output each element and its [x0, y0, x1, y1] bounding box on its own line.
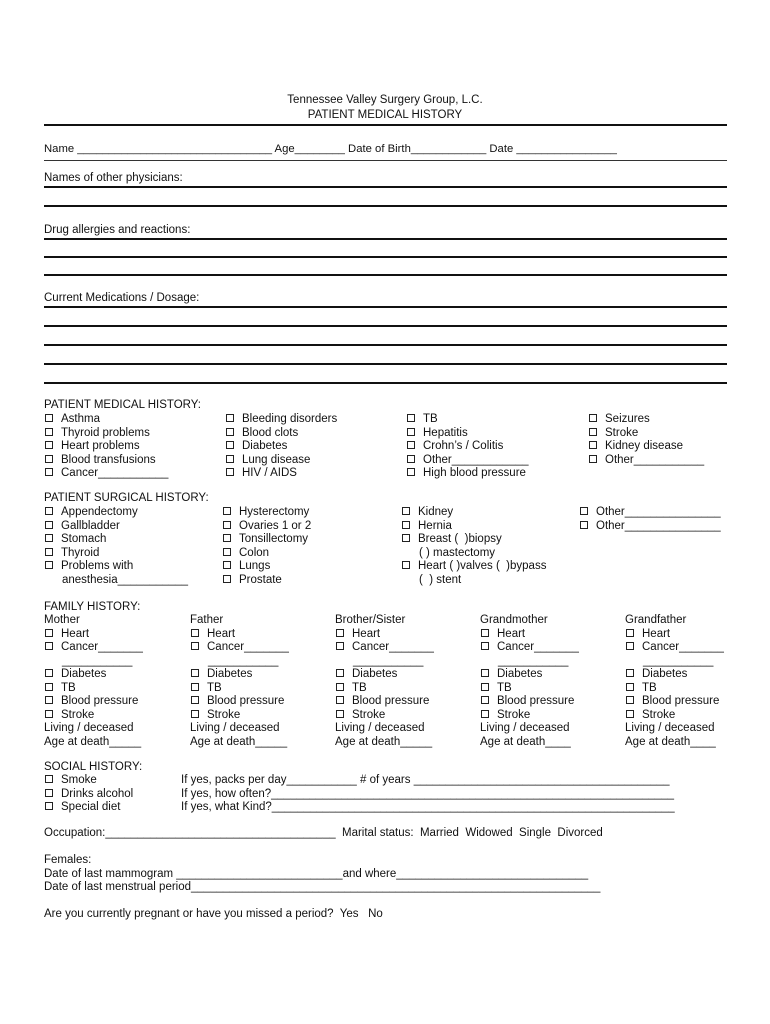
checkbox-item[interactable]: Other____________	[406, 454, 529, 468]
checkbox-item[interactable]: Problems with	[44, 560, 188, 574]
divider	[44, 124, 727, 126]
divider	[44, 160, 727, 161]
menstrual-line[interactable]: Date of last menstrual period________________________________________________________________	[44, 881, 601, 893]
family-member-column	[190, 614, 289, 749]
checkbox-item[interactable]: Lung disease	[225, 454, 337, 468]
item-continuation: anesthesia___________	[62, 573, 188, 586]
drug-allergies-label: Drug allergies and reactions:	[44, 224, 191, 236]
checkbox-item[interactable]: Heart problems	[44, 440, 168, 454]
checkbox-item[interactable]: TB	[335, 682, 434, 696]
checkbox-item[interactable]: Cancer_______	[625, 641, 724, 655]
checkbox-item[interactable]: Kidney	[401, 506, 546, 520]
checkbox-item[interactable]: Ovaries 1 or 2	[222, 520, 311, 534]
occupation-line[interactable]: Occupation:____________________________________ Marital status: Married Widowed Single Divorced	[44, 827, 603, 839]
checkbox-item[interactable]: Blood clots	[225, 427, 337, 441]
checkbox-item[interactable]: Stomach	[44, 533, 188, 547]
checkbox-item[interactable]: Diabetes	[335, 668, 434, 682]
checkbox-item[interactable]: Stroke	[480, 709, 579, 723]
checkbox-item[interactable]: Appendectomy	[44, 506, 188, 520]
checkbox-item[interactable]: Lungs	[222, 560, 311, 574]
family-member-name: Grandfather	[625, 614, 687, 626]
checkbox-item[interactable]: Kidney disease	[588, 440, 704, 454]
mammogram-line[interactable]: Date of last mammogram __________________________and where______________________________	[44, 868, 589, 880]
checkbox-item[interactable]: Cancer_______	[44, 641, 143, 655]
followup-line[interactable]: If yes, how often?_______________________________________________________________	[181, 787, 675, 800]
checkbox-item[interactable]: Diabetes	[225, 440, 337, 454]
living-status[interactable]: Living / deceased	[44, 722, 134, 734]
allergies-line[interactable]	[44, 256, 727, 258]
checkbox-item[interactable]: High blood pressure	[406, 467, 529, 481]
checkbox-item[interactable]: Cancer___________	[44, 467, 168, 481]
checkbox-item[interactable]: Heart	[625, 628, 724, 642]
medications-line[interactable]	[44, 344, 727, 346]
checkbox-item[interactable]: HIV / AIDS	[225, 467, 337, 481]
social-history-followups	[181, 774, 675, 815]
living-status[interactable]: Living / deceased	[625, 722, 715, 734]
checkbox-item[interactable]: TB	[44, 682, 143, 696]
checkbox-item[interactable]: Prostate	[222, 574, 311, 588]
checkbox-item[interactable]: Thyroid	[44, 547, 188, 561]
checkbox-item[interactable]: Stroke	[44, 709, 143, 723]
pregnancy-question[interactable]: Are you currently pregnant or have you missed a period? Yes No	[44, 908, 383, 920]
medical-history-col1	[44, 413, 168, 481]
checkbox-item[interactable]: Stroke	[625, 709, 724, 723]
checkbox-item[interactable]: Heart	[335, 628, 434, 642]
checkbox-item[interactable]: Breast ( )biopsy	[401, 533, 546, 547]
medications-line[interactable]	[44, 325, 727, 327]
physicians-line[interactable]	[44, 205, 727, 207]
females-heading: Females:	[44, 854, 92, 866]
checkbox-item[interactable]: Seizures	[588, 413, 704, 427]
checkbox-item[interactable]: Heart	[480, 628, 579, 642]
medical-history-col4	[588, 413, 704, 467]
medications-line[interactable]	[44, 382, 727, 384]
checkbox-item[interactable]: Asthma	[44, 413, 168, 427]
checkbox-item[interactable]: Heart ( )valves ( )bypass	[401, 560, 546, 574]
medical-history-col2	[225, 413, 337, 481]
checkbox-item[interactable]: Diabetes	[625, 668, 724, 682]
checkbox-item[interactable]: TB	[480, 682, 579, 696]
item-continuation[interactable]: ___________	[498, 654, 569, 667]
checkbox-item[interactable]: Stroke	[190, 709, 289, 723]
checkbox-item[interactable]: Other___________	[588, 454, 704, 468]
checkbox-item[interactable]: Colon	[222, 547, 311, 561]
social-history-items	[44, 774, 133, 815]
family-history-heading: FAMILY HISTORY:	[44, 601, 141, 613]
checkbox-item[interactable]: TB	[625, 682, 724, 696]
living-status[interactable]: Living / deceased	[335, 722, 425, 734]
checkbox-item[interactable]: Cancer_______	[480, 641, 579, 655]
medications-line[interactable]	[44, 363, 727, 365]
checkbox-item[interactable]: Crohn’s / Colitis	[406, 440, 529, 454]
form-title: PATIENT MEDICAL HISTORY	[307, 109, 463, 121]
checkbox-item[interactable]: TB	[190, 682, 289, 696]
checkbox-item[interactable]: Gallbladder	[44, 520, 188, 534]
checkbox-item[interactable]: Thyroid problems	[44, 427, 168, 441]
family-member-name: Brother/Sister	[335, 614, 406, 626]
family-member-column	[480, 614, 579, 749]
surgical-history-heading: PATIENT SURGICAL HISTORY:	[44, 492, 209, 504]
checkbox-item[interactable]: Cancer_______	[190, 641, 289, 655]
age-at-death[interactable]: Age at death_____	[335, 735, 433, 748]
medications-line[interactable]	[44, 306, 727, 308]
item-continuation[interactable]: ___________	[643, 654, 714, 667]
physicians-line[interactable]	[44, 186, 727, 188]
checkbox-item[interactable]: Blood pressure	[480, 695, 579, 709]
checkbox-item[interactable]: Hernia	[401, 520, 546, 534]
item-continuation[interactable]: ___________	[353, 654, 424, 667]
checkbox-item[interactable]: Blood transfusions	[44, 454, 168, 468]
surgical-history-col2	[222, 506, 311, 587]
family-member-name: Father	[190, 614, 224, 626]
checkbox-item[interactable]: Diabetes	[480, 668, 579, 682]
family-member-column	[625, 614, 724, 749]
age-at-death[interactable]: Age at death____	[480, 735, 571, 748]
checkbox-item[interactable]: Tonsillectomy	[222, 533, 311, 547]
checkbox-item[interactable]: TB	[406, 413, 529, 427]
family-member-name: Mother	[44, 614, 80, 626]
item-continuation[interactable]: ( ) stent	[419, 573, 462, 586]
checkbox-item[interactable]: Other_______________	[579, 520, 721, 534]
organization-name: Tennessee Valley Surgery Group, L.C.	[287, 94, 483, 106]
checkbox-item[interactable]: Hepatitis	[406, 427, 529, 441]
followup-line[interactable]: If yes, packs per day___________ # of years ________________________________________	[181, 774, 670, 786]
family-member-column	[44, 614, 143, 749]
age-at-death[interactable]: Age at death____	[625, 735, 716, 748]
current-medications-label: Current Medications / Dosage:	[44, 292, 200, 304]
living-status[interactable]: Living / deceased	[190, 722, 280, 734]
checkbox-item[interactable]: Special diet	[44, 801, 133, 815]
checkbox-item[interactable]: Bleeding disorders	[225, 413, 337, 427]
age-at-death[interactable]: Age at death_____	[44, 735, 142, 748]
family-member-column	[335, 614, 434, 749]
living-status[interactable]: Living / deceased	[480, 722, 570, 734]
checkbox-item[interactable]: Smoke	[44, 774, 133, 788]
item-continuation[interactable]: ___________	[62, 654, 133, 667]
item-continuation[interactable]: ___________	[208, 654, 279, 667]
medical-history-col3	[406, 413, 529, 481]
checkbox-item[interactable]: Heart	[190, 628, 289, 642]
checkbox-item[interactable]: Blood pressure	[44, 695, 143, 709]
checkbox-item[interactable]: Diabetes	[190, 668, 289, 682]
checkbox-item[interactable]: Blood pressure	[190, 695, 289, 709]
medical-history-heading: PATIENT MEDICAL HISTORY:	[44, 399, 201, 411]
age-at-death[interactable]: Age at death_____	[190, 735, 288, 748]
surgical-history-col4	[579, 506, 721, 533]
checkbox-item[interactable]: Heart	[44, 628, 143, 642]
checkbox-item[interactable]: Cancer_______	[335, 641, 434, 655]
identity-line[interactable]: Name _______________________________ Age________ Date of Birth____________ Date ________________	[44, 143, 617, 155]
other-physicians-label: Names of other physicians:	[44, 172, 183, 184]
checkbox-item[interactable]: Blood pressure	[335, 695, 434, 709]
family-member-name: Grandmother	[480, 614, 548, 626]
checkbox-item[interactable]: Blood pressure	[625, 695, 724, 709]
allergies-line[interactable]	[44, 238, 727, 240]
checkbox-item[interactable]: Stroke	[335, 709, 434, 723]
checkbox-item[interactable]: Other_______________	[579, 506, 721, 520]
checkbox-item[interactable]: Hysterectomy	[222, 506, 311, 520]
surgical-history-col1	[44, 506, 188, 587]
item-continuation[interactable]: ( ) mastectomy	[419, 546, 496, 559]
surgical-history-col3	[401, 506, 546, 587]
allergies-line[interactable]	[44, 274, 727, 276]
checkbox-item[interactable]: Diabetes	[44, 668, 143, 682]
social-history-heading: SOCIAL HISTORY:	[44, 761, 143, 773]
checkbox-item[interactable]: Drinks alcohol	[44, 788, 133, 802]
checkbox-item[interactable]: Stroke	[588, 427, 704, 441]
followup-line[interactable]: If yes, what Kind?_______________________________________________________________	[181, 801, 675, 813]
